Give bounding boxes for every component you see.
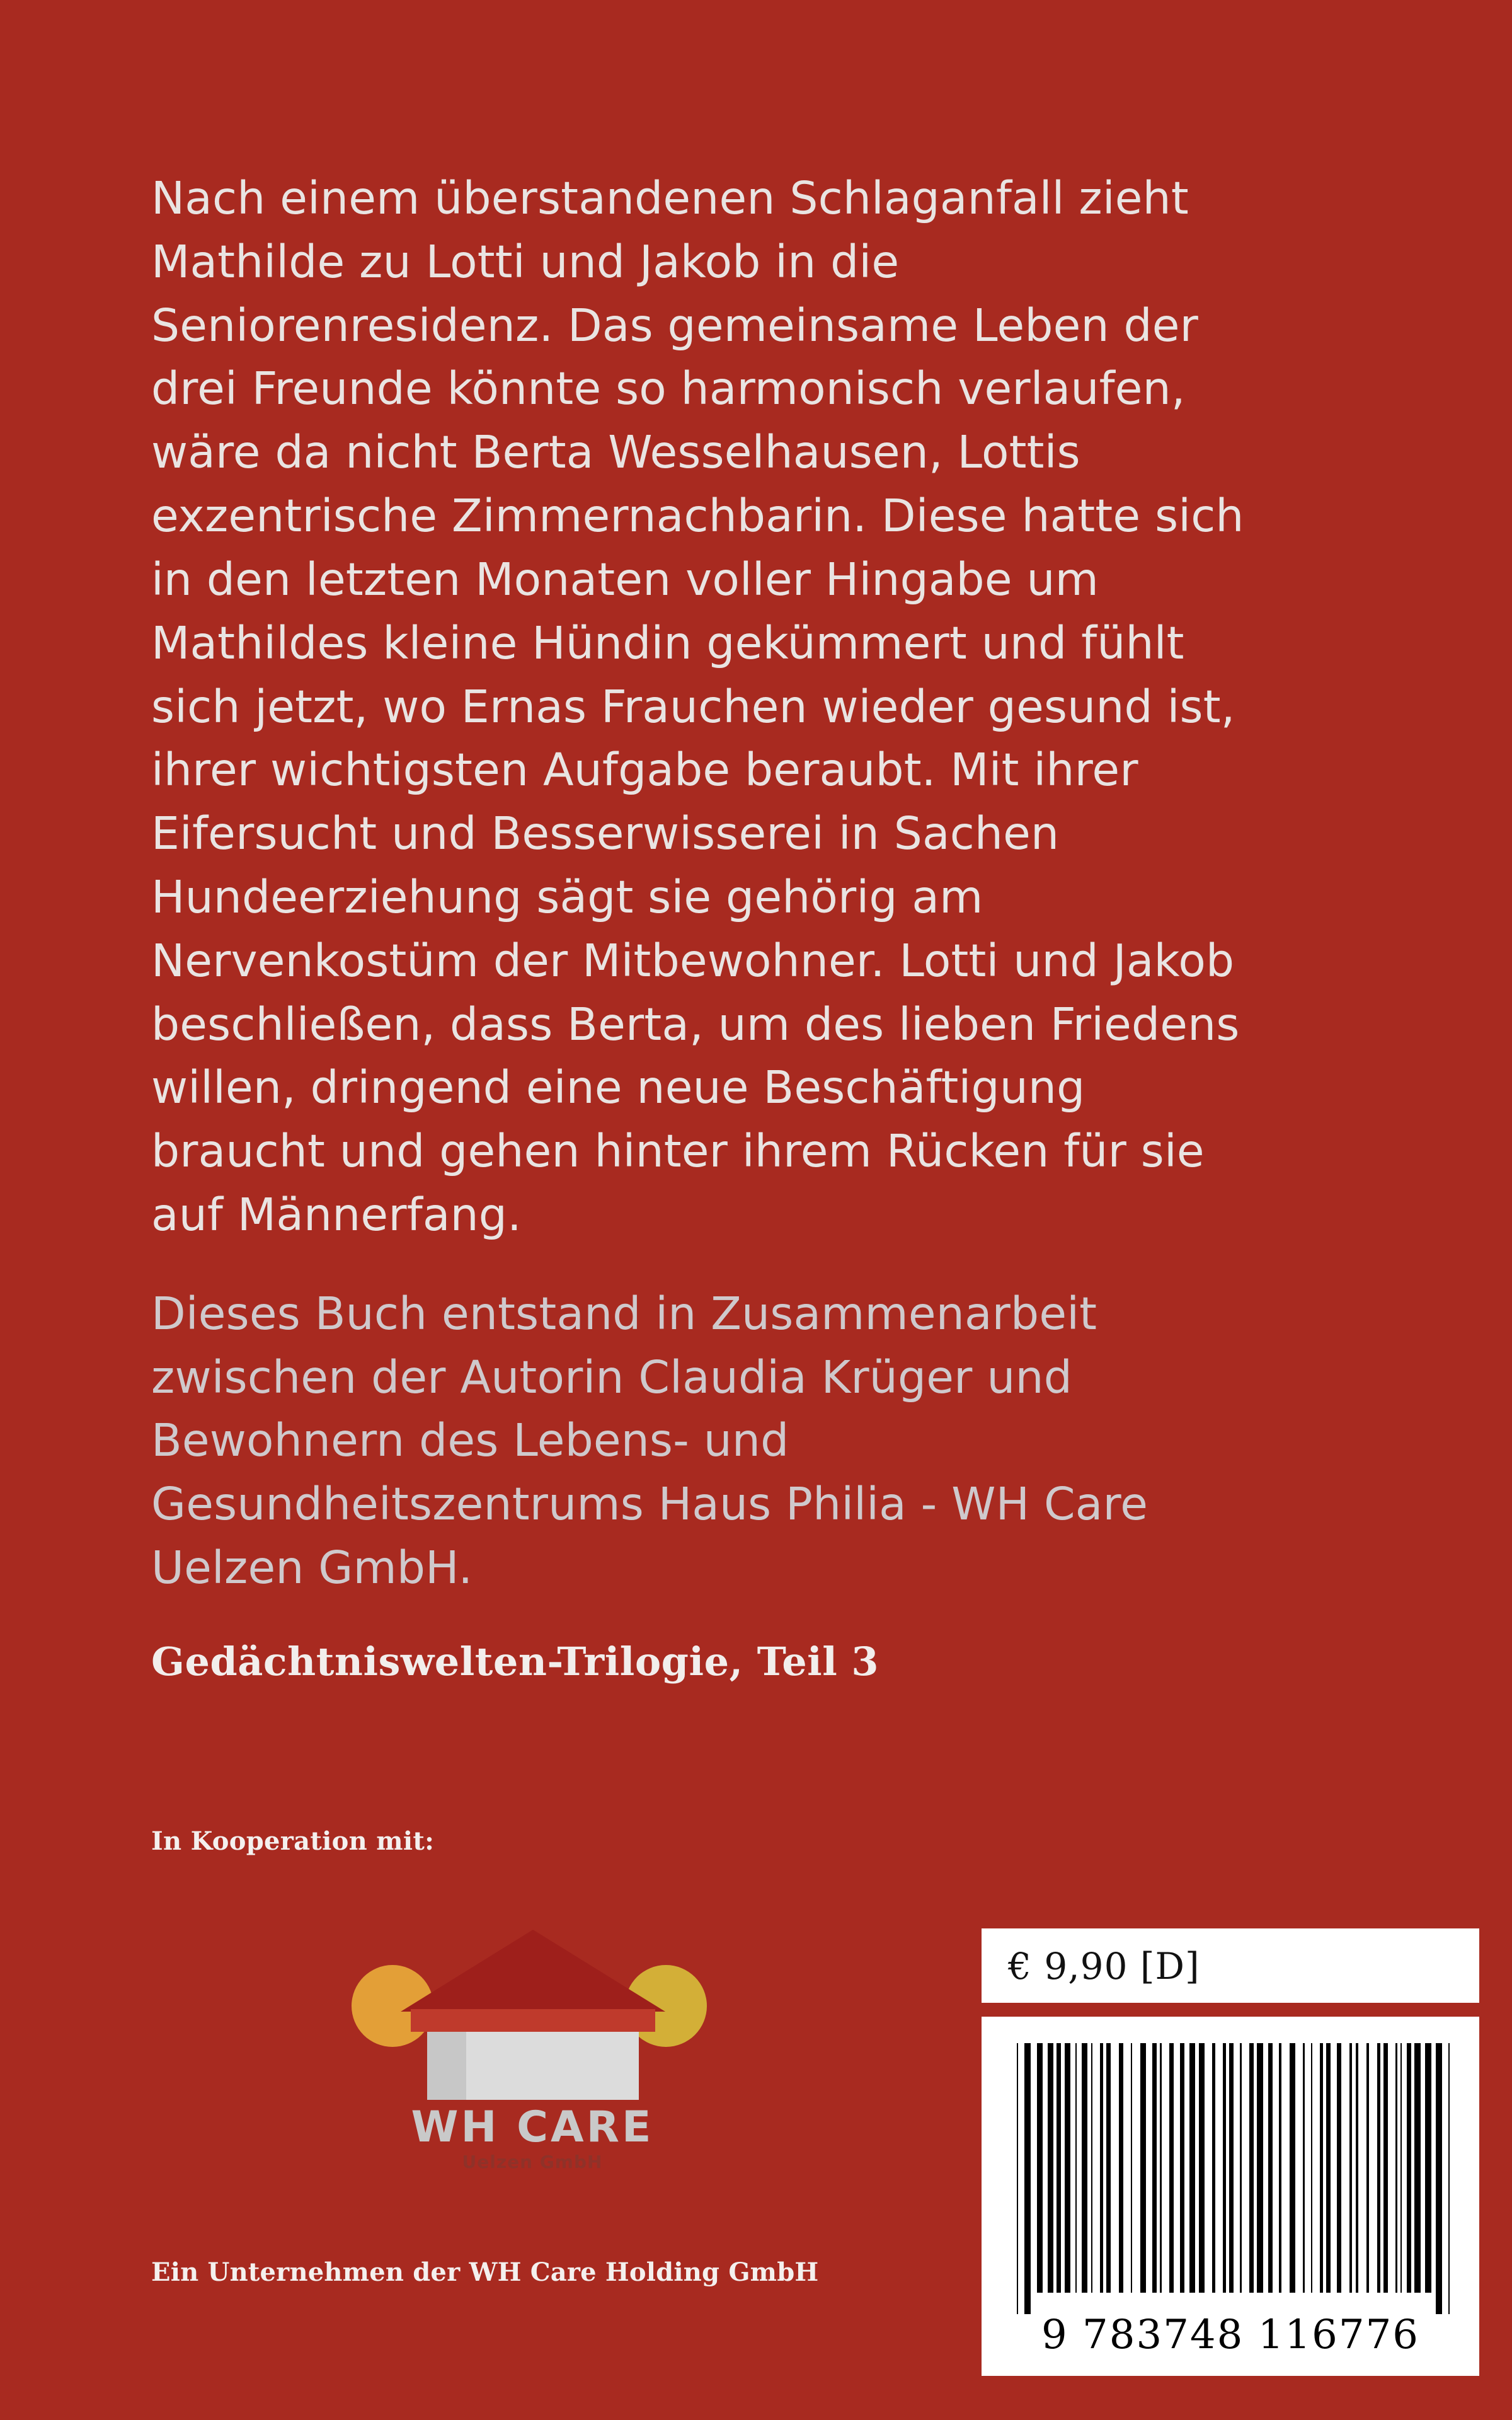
logo-roof-band-shape	[411, 2009, 655, 2032]
blurb-paragraph-1: Nach einem überstandenen Schlaganfall zieht Mathilde zu Lotti und Jakob in die Seniorenresidenz. Das gemeinsame Leben der drei Freunde könnte so harmonisch verlaufen, wäre da nicht Berta Wesselhausen, Lottis exzentrische Zimmernachbarin. Diese hatte sich in den letzten Monaten voller Hingabe um Mathildes kleine Hündin gekümmert und fühlt sich jetzt, wo Ernas Frauchen wieder gesund ist, ihrer wichtigsten Aufgabe beraubt. Mit ihrer Eifersucht und Besserwisserei in Sachen Hundeerziehung sägt sie gehörig am Nervenkostüm der Mitbewohner. Lotti und Jakob beschließen, dass Berta, um des lieben Friedens willen, dringend eine neue Beschäftigung braucht und gehen hinter ihrem Rücken für sie auf Männerfang.	[151, 172, 1244, 1241]
price-text: € 9,90 [D]	[1008, 1945, 1200, 1988]
wh-care-logo	[340, 1916, 724, 2172]
logo-roof-shape	[401, 1930, 665, 2012]
barcode-block	[982, 1928, 1479, 2376]
isbn-text: 9 783748 116776	[1041, 2312, 1420, 2358]
blurb-paragraph-2: Dieses Buch entstand in Zusammenarbeit zwischen der Autorin Claudia Krüger und Bewohnern des Lebens- und Gesundheitszentrums Haus Philia - WH Care Uelzen GmbH.	[151, 1287, 1148, 1594]
house-icon	[340, 1916, 724, 2099]
cooperation-label: In Kooperation mit:	[151, 1826, 435, 1856]
blurb-text	[151, 167, 1273, 1635]
barcode-box	[982, 2017, 1479, 2376]
logo-body-shade-shape	[427, 2032, 466, 2100]
series-title: Gedächtniswelten-Trilogie, Teil 3	[151, 1639, 879, 1685]
logo-wordmark: WH CARE	[411, 2102, 654, 2152]
logo-subwordmark: Uelzen GmbH	[462, 2152, 603, 2172]
cooperation-footnote: Ein Unternehmen der WH Care Holding GmbH	[151, 2257, 819, 2287]
barcode-bars	[1017, 2043, 1452, 2314]
price-box	[982, 1928, 1479, 2003]
